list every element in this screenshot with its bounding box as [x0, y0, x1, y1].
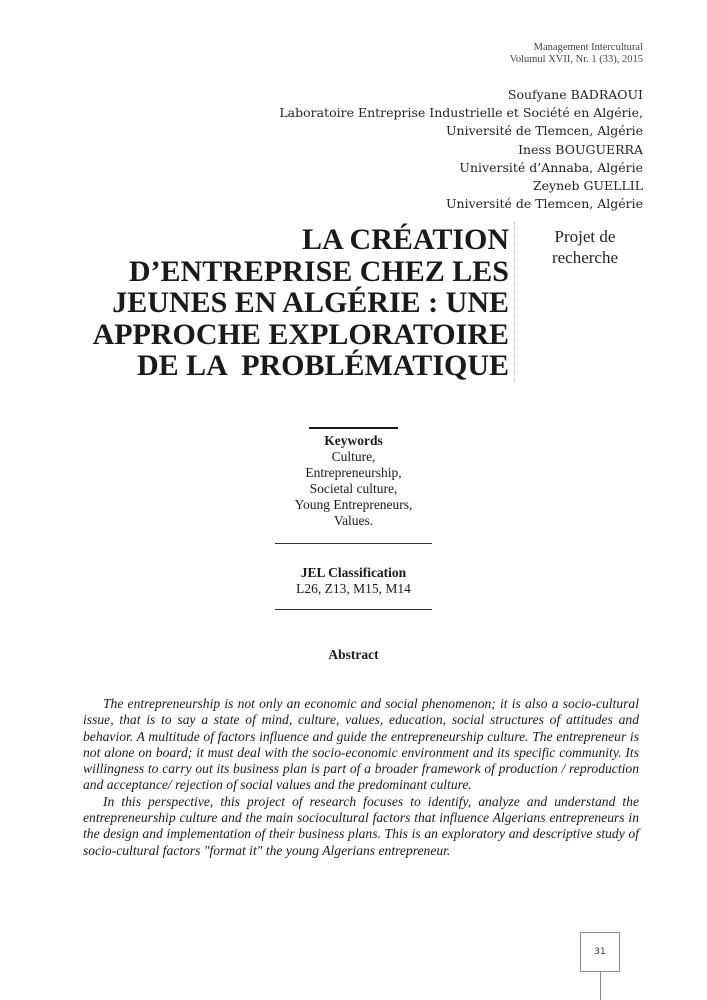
title-line: JEUNES EN ALGÉRIE : UNE	[112, 286, 509, 319]
journal-issue: Volumul XVII, Nr. 1 (33), 2015	[509, 54, 643, 65]
article-type-line: recherche	[551, 248, 619, 267]
jel-bottom-rule	[275, 609, 432, 610]
article-type	[530, 226, 640, 268]
page-number-box	[580, 932, 620, 972]
abstract-body	[83, 696, 639, 859]
jel-codes: L26, Z13, M15, M14	[296, 581, 411, 596]
title-line: DE LA PROBLÉMATIQUE	[137, 349, 509, 382]
keywords-bottom-rule	[275, 543, 432, 544]
title-divider	[514, 222, 515, 382]
keywords-top-rule	[309, 427, 398, 429]
keyword: Entrepreneurship,	[305, 465, 402, 480]
author-affiliation: Université de Tlemcen, Algérie	[446, 123, 643, 139]
jel-block	[0, 565, 707, 597]
page-number-line	[600, 972, 601, 1000]
title-line: LA CRÉATION	[302, 223, 509, 256]
page-number: 31	[594, 947, 606, 957]
keyword: Culture,	[331, 449, 376, 464]
author-affiliation: Université d’Annaba, Algérie	[459, 159, 643, 175]
abstract-paragraph: In this perspective, this project of research focuses to identify, analyze and understand the entrepreneurship culture and the main sociocultural factors that influence Algerians entrepreneurs in the design and implementation of their business plans. This is an exploratory and descriptive study of socio-cultural factors "format it" the young Algerians entrepreneur.	[83, 793, 639, 858]
author-name: Zeyneb GUELLIL	[532, 178, 643, 194]
keyword: Societal culture,	[309, 481, 398, 496]
author-affiliation: Laboratoire Entreprise Industrielle et Société en Algérie,	[279, 105, 643, 121]
keyword: Young Entrepreneurs,	[294, 497, 413, 512]
keywords-heading: Keywords	[324, 433, 383, 448]
author-name: Iness BOUGUERRA	[518, 141, 643, 157]
title-line: APPROCHE EXPLORATOIRE	[92, 317, 509, 351]
abstract-heading: Abstract	[328, 647, 379, 662]
keywords-block	[0, 433, 707, 529]
author-name: Soufyane BADRAOUI	[507, 87, 643, 102]
abstract-paragraph: The entrepreneurship is not only an economic and social phenomenon; it is also a socio-cultural issue, that is to say a state of mind, culture, values, education, social structures of attitudes and behavior. A multitude of factors influence and guide the entrepreneurship culture. The entrepreneur is not alone on board; it must deal with the socio-economic environment and its specific community. Its willingness to carry out its business plan is part of a broader framework of production / reproduction and acceptance/ rejection of social values and the predominant culture.	[83, 696, 639, 793]
author-affiliations	[279, 86, 643, 213]
keyword: Values.	[333, 513, 374, 528]
jel-heading: JEL Classification	[300, 565, 407, 580]
author-affiliation: Université de Tlemcen, Algérie	[446, 196, 643, 212]
journal-header	[510, 42, 643, 66]
article-title	[49, 224, 509, 382]
article-type-line: Projet de	[554, 227, 616, 246]
journal-name: Management Intercultural	[533, 42, 643, 53]
title-line: D’ENTREPRISE CHEZ LES	[128, 254, 509, 288]
